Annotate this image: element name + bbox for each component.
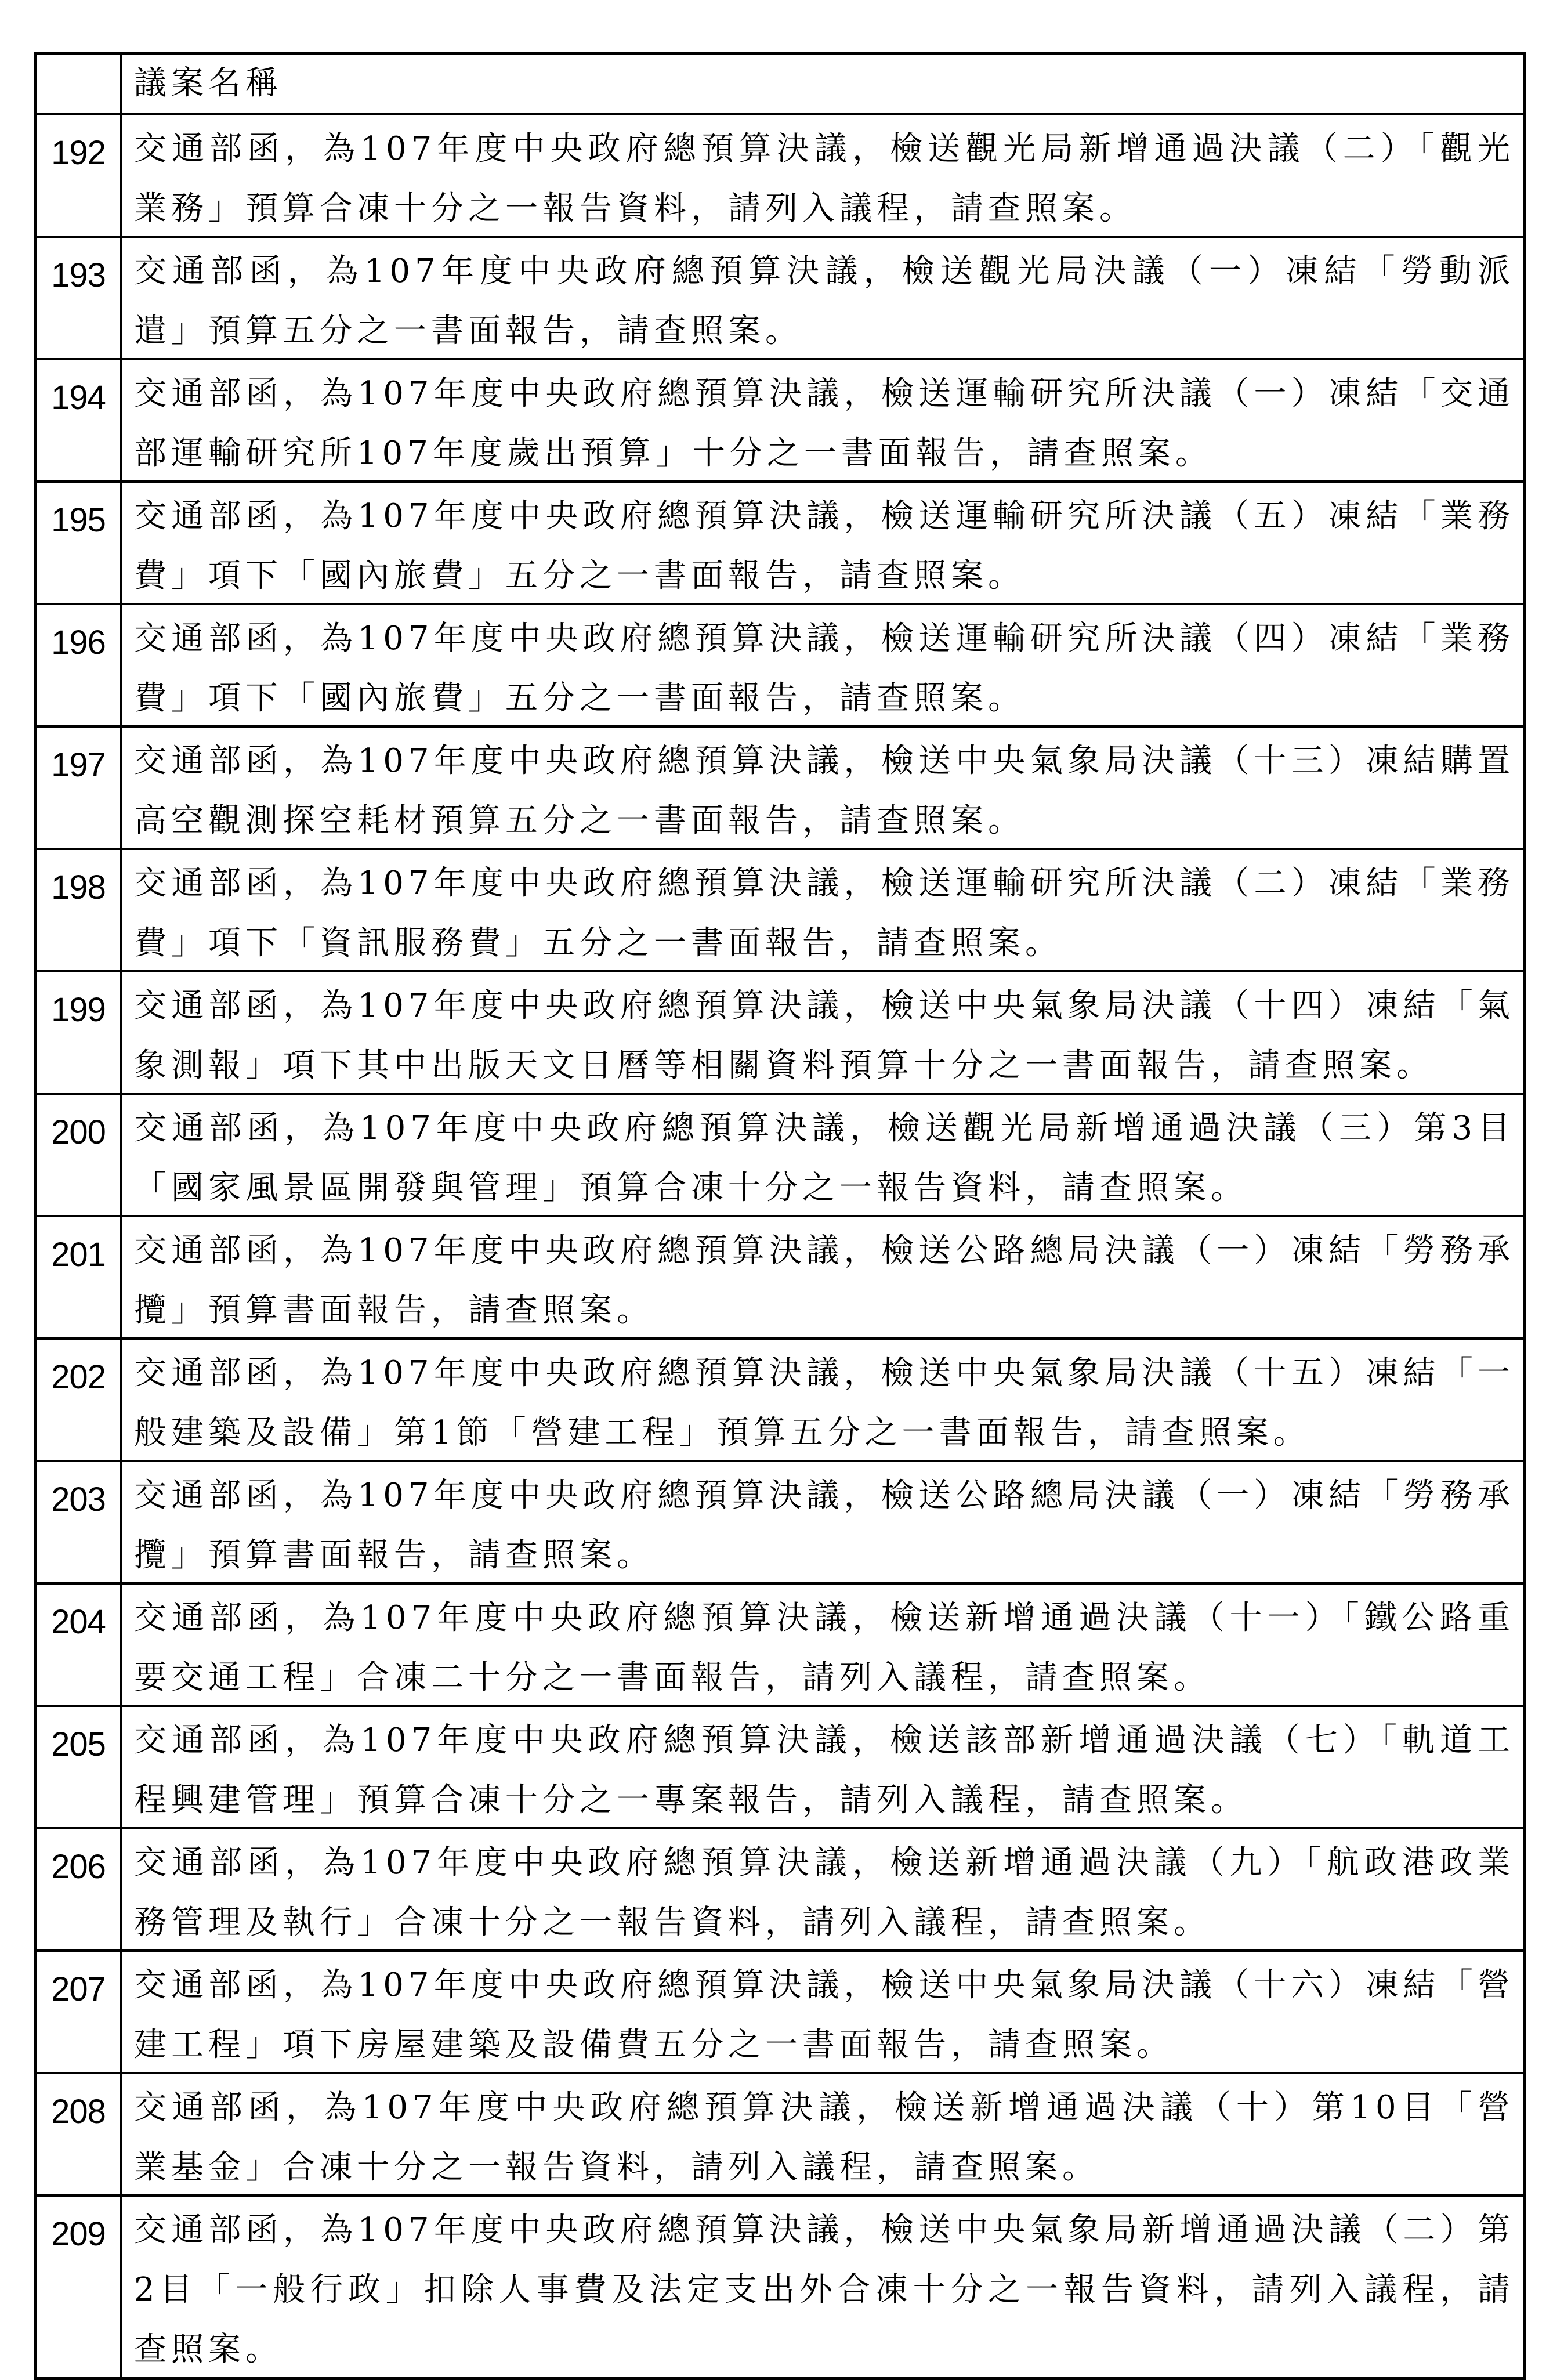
header-title-cell: 議案名稱 (134, 64, 283, 102)
table-row (37, 2072, 1523, 2194)
row-title: 交通部函，為107年度中央政府總預算決議，檢送新增通過決議（九）「航政港政業務管理及執行」合凍十分之一報告資料，請列入議程，請查照案。 (134, 1844, 1515, 1941)
row-title: 交通部函，為107年度中央政府總預算決議，檢送公路總局決議（一）凍結「勞務承攬」預算書面報告，請查照案。 (134, 1232, 1515, 1329)
table-row (37, 1460, 1523, 1582)
table-row (37, 603, 1523, 725)
row-title: 交通部函，為107年度中央政府總預算決議，檢送運輸研究所決議（四）凍結「業務費」項下「國內旅費」五分之一書面報告，請查照案。 (134, 620, 1515, 717)
row-number: 206 (37, 1829, 122, 1949)
table-row (37, 358, 1523, 480)
table-row (37, 2194, 1523, 2377)
row-number: 204 (37, 1585, 122, 1705)
table-row (37, 1949, 1523, 2072)
row-number: 198 (37, 850, 122, 970)
row-title: 交通部函，為107年度中央政府總預算決議，檢送中央氣象局決議（十三）凍結購置高空觀測探空耗材預算五分之一書面報告，請查照案。 (134, 742, 1515, 840)
table-row (37, 1093, 1523, 1215)
table-row (37, 236, 1523, 358)
row-number: 199 (37, 972, 122, 1093)
row-number: 201 (37, 1217, 122, 1337)
row-title: 交通部函，為107年度中央政府總預算決議，檢送該部新增通過決議（七）「軌道工程興建管理」預算合凍十分之一專案報告，請列入議程，請查照案。 (134, 1721, 1515, 1819)
row-number: 203 (37, 1462, 122, 1582)
row-number: 192 (37, 115, 122, 236)
table-row (37, 480, 1523, 603)
row-title: 交通部函，為107年度中央政府總預算決議，檢送運輸研究所決議（一）凍結「交通部運輸研究所107年度歲出預算」十分之一書面報告，請查照案。 (134, 375, 1515, 472)
table-row (37, 1215, 1523, 1337)
row-title: 交通部函，為107年度中央政府總預算決議，檢送運輸研究所決議（二）凍結「業務費」項下「資訊服務費」五分之一書面報告，請查照案。 (134, 865, 1515, 962)
table-header-row (37, 55, 1523, 113)
row-title: 交通部函，為107年度中央政府總預算決議，檢送中央氣象局決議（十六）凍結「營建工程」項下房屋建築及設備費五分之一書面報告，請查照案。 (134, 1966, 1515, 2064)
row-number: 209 (37, 2197, 122, 2377)
row-title: 交通部函，為107年度中央政府總預算決議，檢送中央氣象局新增通過決議（二）第2目「一般行政」扣除人事費及法定支出外合凍十分之一報告資料，請列入議程，請查照案。 (134, 2211, 1515, 2368)
table-row (37, 1582, 1523, 1705)
agenda-table (34, 52, 1526, 2380)
row-title: 交通部函，為107年度中央政府總預算決議，檢送中央氣象局決議（十四）凍結「氣象測報」項下其中出版天文日曆等相關資料預算十分之一書面報告，請查照案。 (134, 987, 1515, 1084)
table-row (37, 970, 1523, 1093)
row-number: 207 (37, 1952, 122, 2072)
row-title: 交通部函，為107年度中央政府總預算決議，檢送觀光局新增通過決議（三）第3目「國家風景區開發與管理」預算合凍十分之一報告資料，請查照案。 (134, 1109, 1515, 1207)
row-title: 交通部函，為107年度中央政府總預算決議，檢送新增通過決議（十）第10目「營業基金」合凍十分之一報告資料，請列入議程，請查照案。 (134, 2089, 1515, 2186)
row-number: 205 (37, 1707, 122, 1827)
table-row (37, 113, 1523, 236)
table-row (37, 1337, 1523, 1460)
row-number: 202 (37, 1340, 122, 1460)
row-number: 193 (37, 238, 122, 358)
table-row (37, 848, 1523, 970)
row-title: 交通部函，為107年度中央政府總預算決議，檢送運輸研究所決議（五）凍結「業務費」項下「國內旅費」五分之一書面報告，請查照案。 (134, 497, 1515, 595)
row-number: 196 (37, 605, 122, 725)
row-number: 194 (37, 360, 122, 480)
table-row (37, 725, 1523, 848)
table-row (37, 1705, 1523, 1827)
table-row (37, 1827, 1523, 1949)
row-title: 交通部函，為107年度中央政府總預算決議，檢送觀光局決議（一）凍結「勞動派遣」預算五分之一書面報告，請查照案。 (134, 252, 1515, 350)
row-number: 195 (37, 483, 122, 603)
row-title: 交通部函，為107年度中央政府總預算決議，檢送觀光局新增通過決議（二）「觀光業務」預算合凍十分之一報告資料，請列入議程，請查照案。 (134, 130, 1515, 227)
header-number-cell (37, 55, 122, 113)
row-title: 交通部函，為107年度中央政府總預算決議，檢送中央氣象局決議（十五）凍結「一般建築及設備」第1節「營建工程」預算五分之一書面報告，請查照案。 (134, 1354, 1515, 1452)
row-number: 208 (37, 2074, 122, 2194)
row-title: 交通部函，為107年度中央政府總預算決議，檢送新增通過決議（十一）「鐵公路重要交通工程」合凍二十分之一書面報告，請列入議程，請查照案。 (134, 1599, 1515, 1697)
row-number: 197 (37, 728, 122, 848)
row-title: 交通部函，為107年度中央政府總預算決議，檢送公路總局決議（一）凍結「勞務承攬」預算書面報告，請查照案。 (134, 1477, 1515, 1574)
row-number: 200 (37, 1095, 122, 1215)
